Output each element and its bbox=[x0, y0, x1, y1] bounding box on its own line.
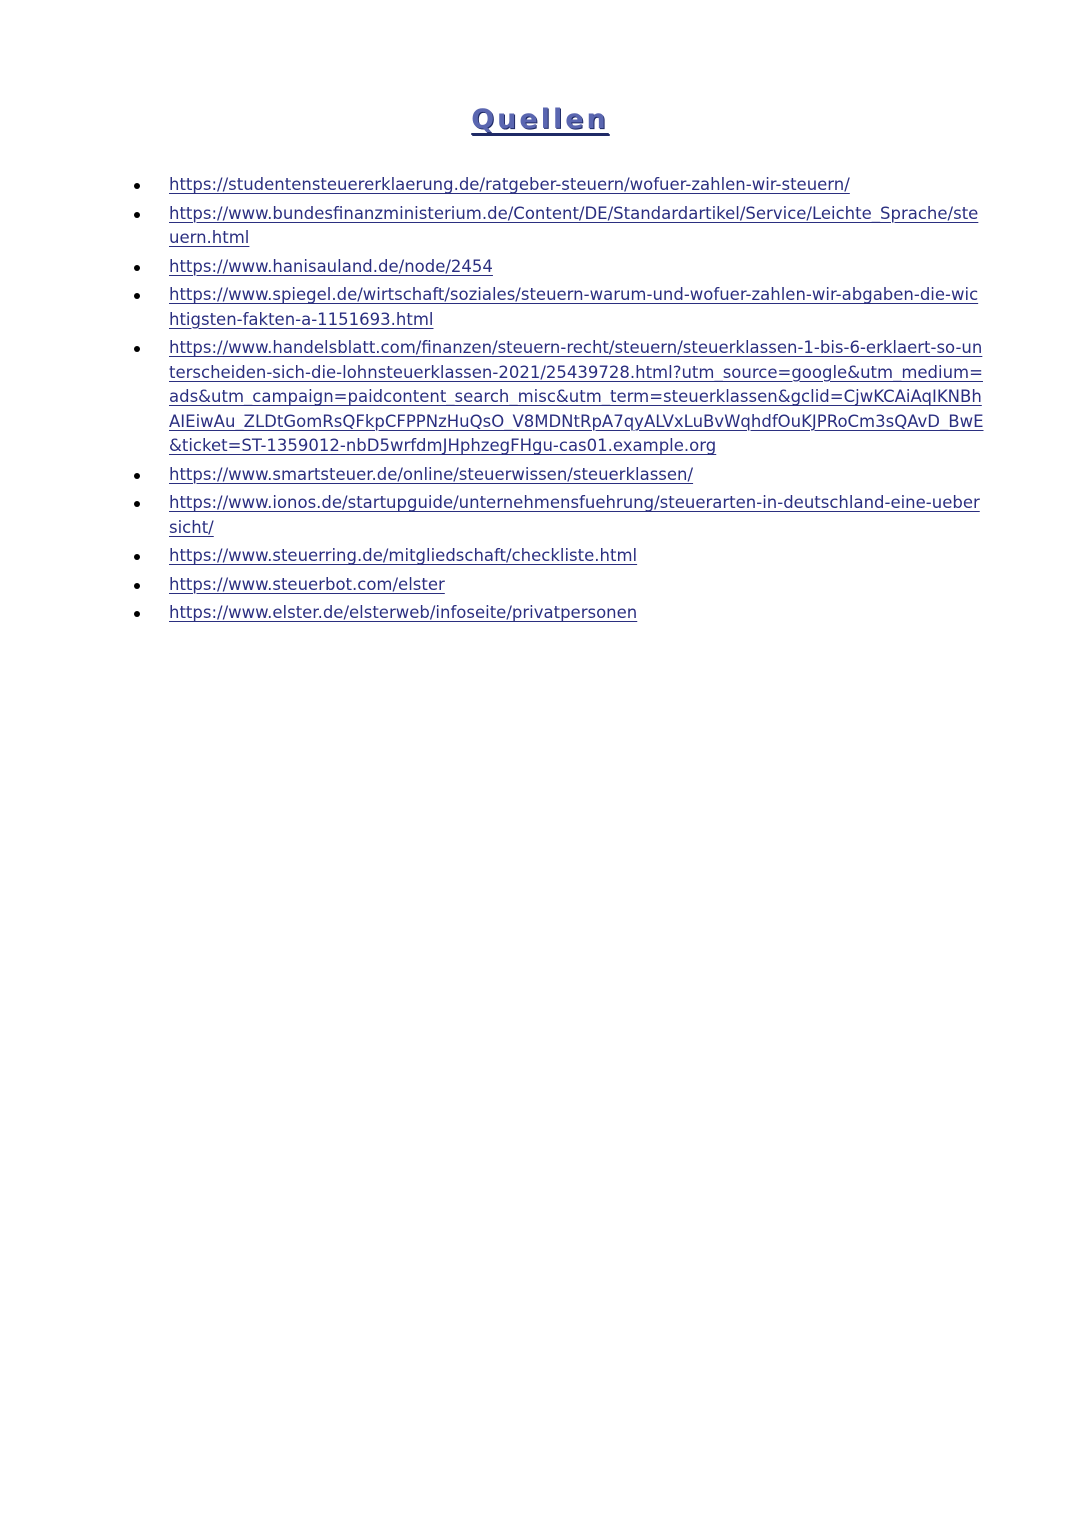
bullet-icon bbox=[134, 473, 140, 479]
page-title: Quellen bbox=[471, 104, 609, 135]
bullet-icon bbox=[134, 265, 140, 271]
list-item bbox=[129, 202, 984, 251]
list-item bbox=[129, 255, 984, 280]
bullet-icon bbox=[134, 346, 140, 352]
source-link[interactable]: https://www.hanisauland.de/node/2454 bbox=[169, 256, 493, 276]
source-link[interactable]: https://www.spiegel.de/wirtschaft/soziales/steuern-warum-und-wofuer-zahlen-wir-abgaben-die-wichtigsten-fakten-a-1151693.html bbox=[169, 285, 979, 329]
list-item bbox=[129, 463, 984, 488]
source-link[interactable]: https://www.steuerring.de/mitgliedschaft/checkliste.html bbox=[169, 546, 638, 565]
source-link[interactable]: https://www.handelsblatt.com/finanzen/steuern-recht/steuern/steuerklassen-1-bis-6-erklaert-so-unterscheiden-sich-die-lohnsteuerklassen-2021/25439728.html?utm_source=google&utm_medium=ads&utm_campaign=paidcontent_search_misc&utm_term=steuerklassen&gclid=CjwKCAiAqIKNBhAIEiwAu_ZLDtGomRsQFkpCFPPNzHuQsO_V8MDNtRpA7qyALVxLuBvWqhdfOuKJPRoCm3sQAvD_BwE&ticket=ST-1359012-nbD5wrfdmJHphzegFHgu-cas01.example.org bbox=[169, 338, 984, 455]
bullet-icon bbox=[134, 554, 140, 560]
list-item bbox=[129, 601, 984, 626]
bullet-icon bbox=[134, 583, 140, 589]
source-link[interactable]: https://www.elster.de/elsterweb/infoseite/privatpersonen bbox=[169, 603, 638, 622]
bullet-icon bbox=[134, 293, 140, 299]
source-link[interactable]: https://www.bundesfinanzministerium.de/Content/DE/Standardartikel/Service/Leichte_Sprache/steuern.html bbox=[169, 203, 979, 247]
source-link[interactable]: https://studentensteuererklaerung.de/ratgeber-steuern/wofuer-zahlen-wir-steuern/ bbox=[169, 175, 850, 194]
source-link[interactable]: https://www.steuerbot.com/elster bbox=[169, 574, 445, 594]
list-item bbox=[129, 544, 984, 569]
list-item bbox=[129, 336, 984, 459]
sources-list bbox=[129, 173, 984, 630]
bullet-icon bbox=[134, 501, 140, 507]
list-item bbox=[129, 173, 984, 198]
source-link[interactable]: https://www.smartsteuer.de/online/steuerwissen/steuerklassen/ bbox=[169, 464, 694, 484]
list-item bbox=[129, 573, 984, 598]
source-link[interactable]: https://www.ionos.de/startupguide/unternehmensfuehrung/steuerarten-in-deutschland-eine-uebersicht/ bbox=[169, 493, 980, 537]
bullet-icon bbox=[134, 183, 140, 189]
list-item bbox=[129, 283, 984, 332]
list-item bbox=[129, 491, 984, 540]
bullet-icon bbox=[134, 611, 140, 617]
bullet-icon bbox=[134, 212, 140, 218]
